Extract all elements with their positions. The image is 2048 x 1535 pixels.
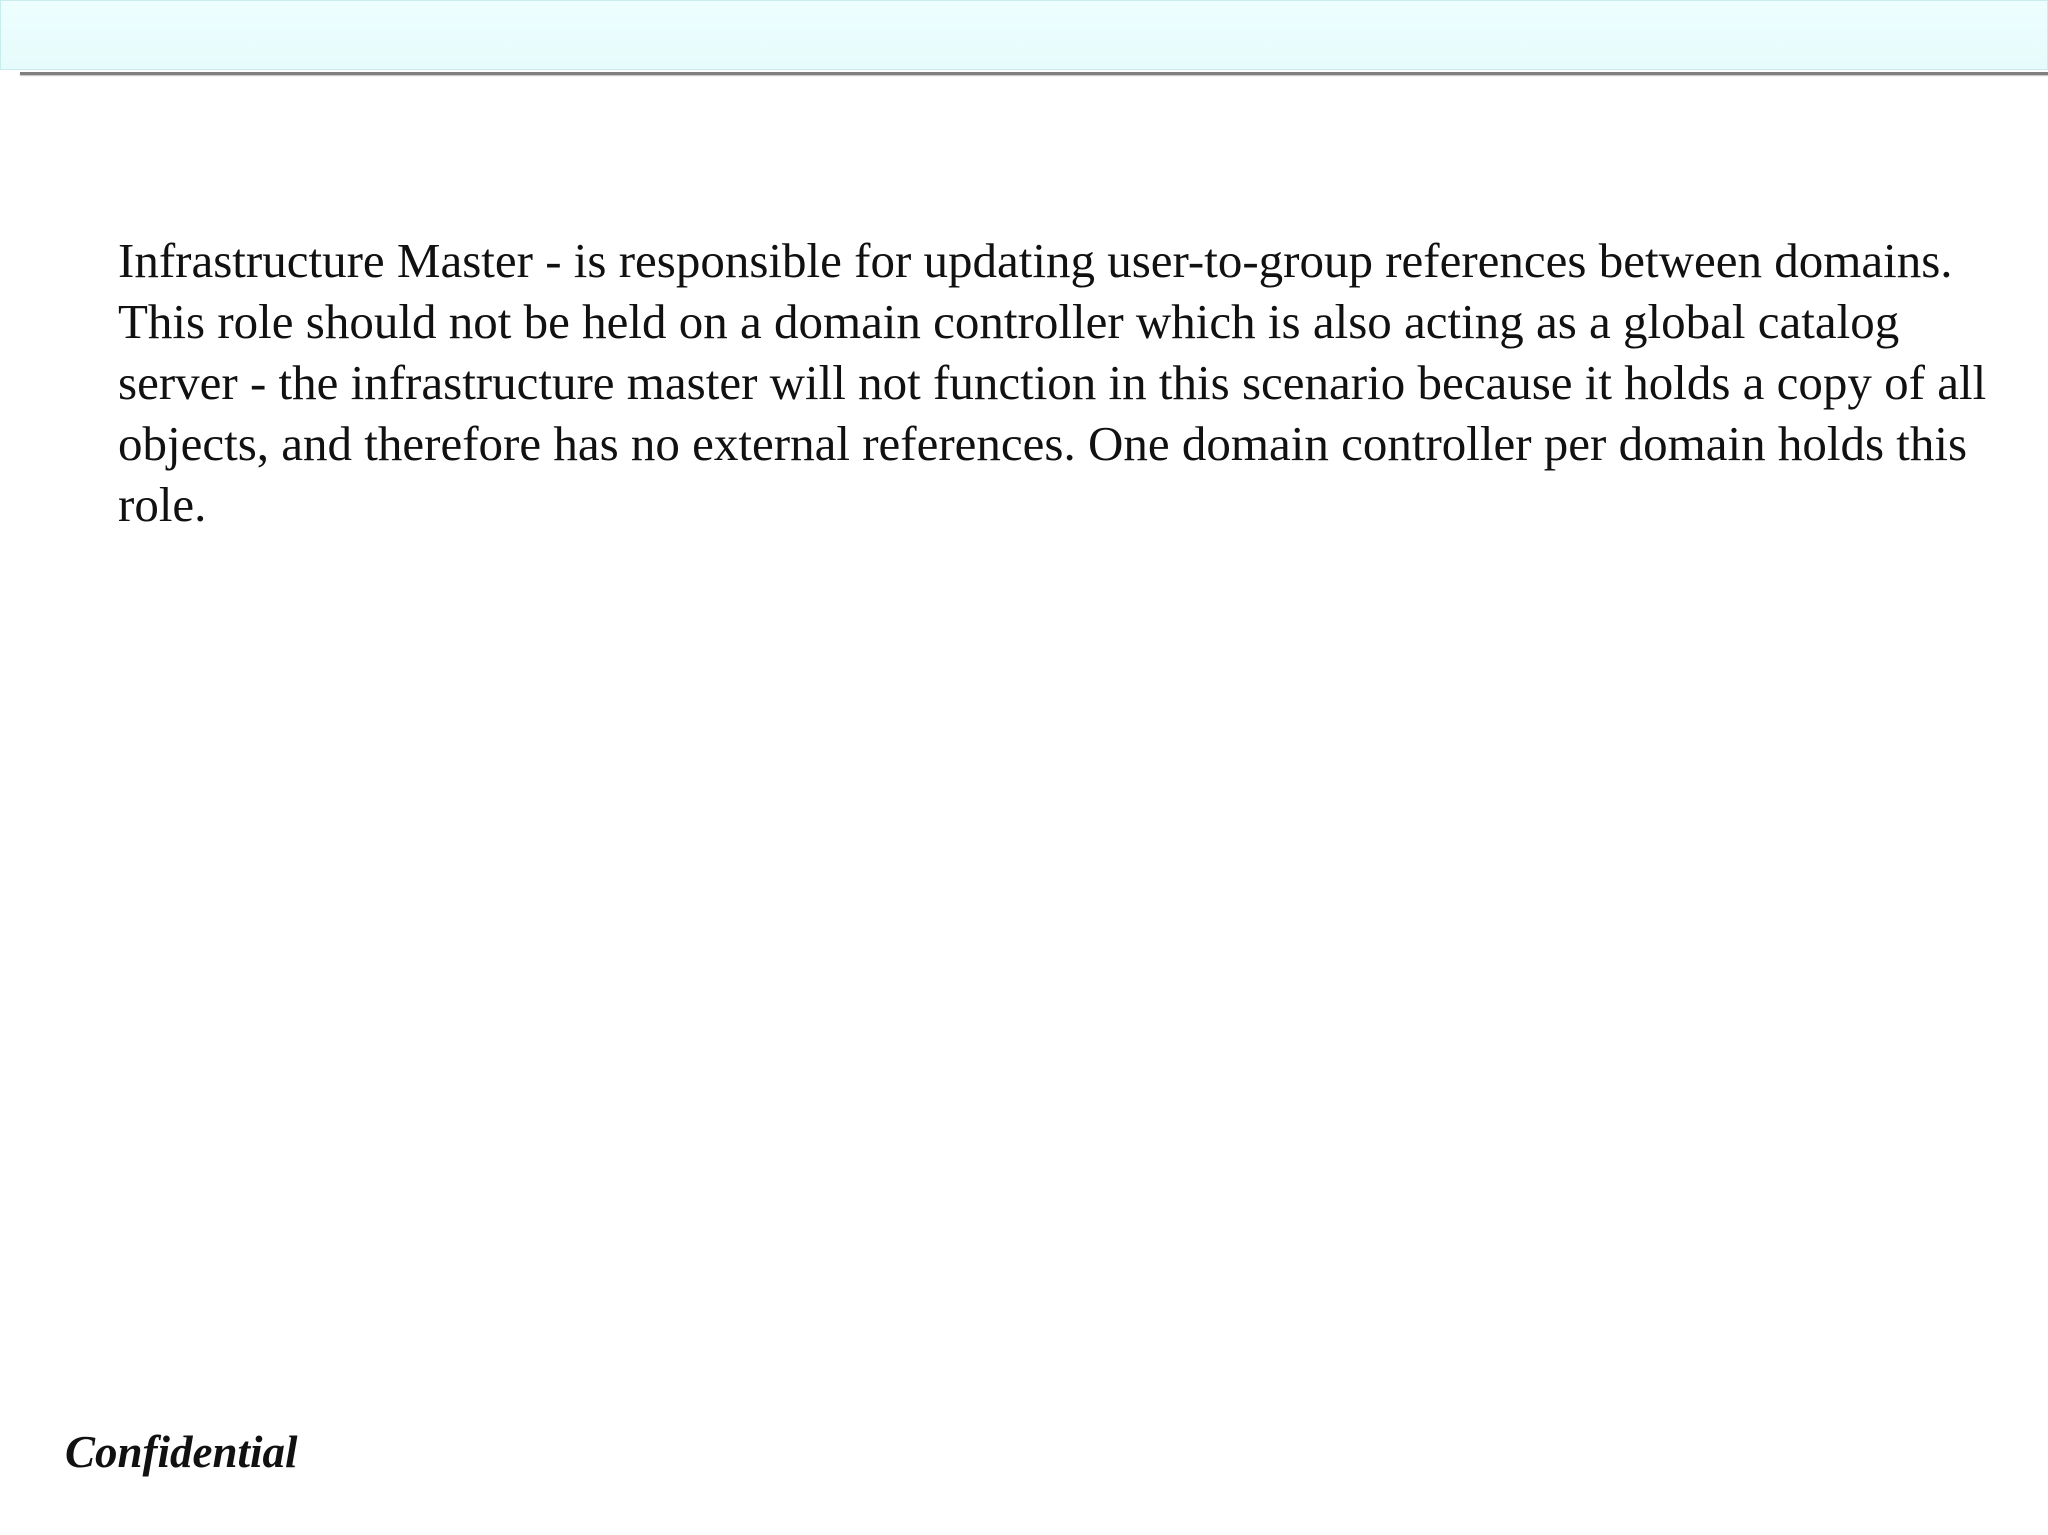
slide-body-text: Infrastructure Master - is responsible for updating user-to-group references between domains. This role should not be held on a domain controller which is also acting as a global catalog server - the infrastructure master will not function in this scenario because it holds a copy of all objects, and therefore has no external references. One domain controller per domain holds this role. (118, 233, 1987, 532)
confidential-footer: Confidential (65, 1427, 298, 1477)
title-divider (20, 72, 2048, 75)
title-banner (0, 0, 2048, 70)
